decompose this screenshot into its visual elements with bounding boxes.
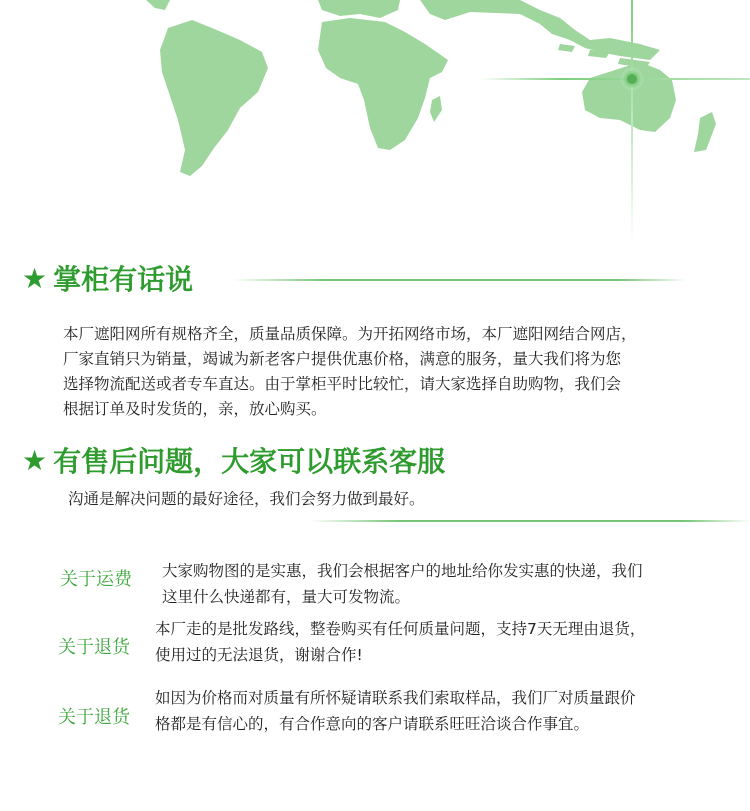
shopkeeper-message xyxy=(63,322,743,422)
section-title: 掌柜有话说 xyxy=(53,263,194,296)
section-heading-after-sales xyxy=(22,440,445,480)
faq-label-shipping: 关于运费 xyxy=(60,569,132,590)
answer-line: 这里什么快递都有，量大可发物流。 xyxy=(162,588,411,606)
divider-line xyxy=(232,279,687,281)
world-map-image xyxy=(0,0,750,250)
answer-line: 大家购物图的是实惠，我们会根据客户的地址给你发实惠的快递，我们 xyxy=(162,562,643,580)
message-line: 厂家直销只为销量，竭诚为新老客户提供优惠价格，满意的服务，量大我们将为您 xyxy=(63,350,622,368)
faq-answer-samples xyxy=(155,685,745,737)
map-crosshair-horizontal xyxy=(480,78,750,80)
faq-label-returns: 关于退货 xyxy=(58,637,130,658)
section-title: 有售后问题，大家可以联系客服 xyxy=(53,445,446,478)
message-line: 本厂遮阳网所有规格齐全，质量品质保障。为开拓网络市场，本厂遮阳网结合网店， xyxy=(63,325,637,343)
star-icon: ★ xyxy=(22,261,48,295)
message-line: 选择物流配送或者专车直达。由于掌柜平时比较忙，请大家选择自助购物，我们会 xyxy=(63,375,622,393)
answer-line: 本厂走的是批发路线，整卷购买有任何质量问题，支持7天无理由退货， xyxy=(155,620,646,638)
map-location-dot xyxy=(627,74,637,84)
madagascar-shape xyxy=(430,96,442,122)
faq-answer-returns xyxy=(155,616,745,668)
answer-line: 格都是有信心的，有合作意向的客户请联系旺旺洽谈合作事宜。 xyxy=(155,715,590,733)
map-crosshair-vertical xyxy=(631,0,633,245)
europe-shape xyxy=(318,0,400,18)
island-shape xyxy=(558,44,575,52)
answer-line: 使用过的无法退货，谢谢合作! xyxy=(155,646,363,664)
north-america-shape xyxy=(146,0,170,10)
new-zealand-shape xyxy=(694,112,716,152)
message-line: 根据订单及时发货的，亲，放心购买。 xyxy=(63,400,327,418)
asia-shape xyxy=(420,0,660,60)
section-subtitle: 沟通是解决问题的最好途径，我们会努力做到最好。 xyxy=(68,490,425,508)
faq-answer-shipping xyxy=(162,558,744,610)
section-heading-shopkeeper xyxy=(22,258,193,298)
faq-label-samples: 关于退货 xyxy=(58,707,130,728)
south-america-shape xyxy=(160,20,268,176)
answer-line: 如因为价格而对质量有所怀疑请联系我们索取样品，我们厂对质量跟价 xyxy=(155,689,636,707)
divider-line xyxy=(310,520,750,522)
star-icon: ★ xyxy=(22,443,48,477)
africa-shape xyxy=(318,18,448,150)
